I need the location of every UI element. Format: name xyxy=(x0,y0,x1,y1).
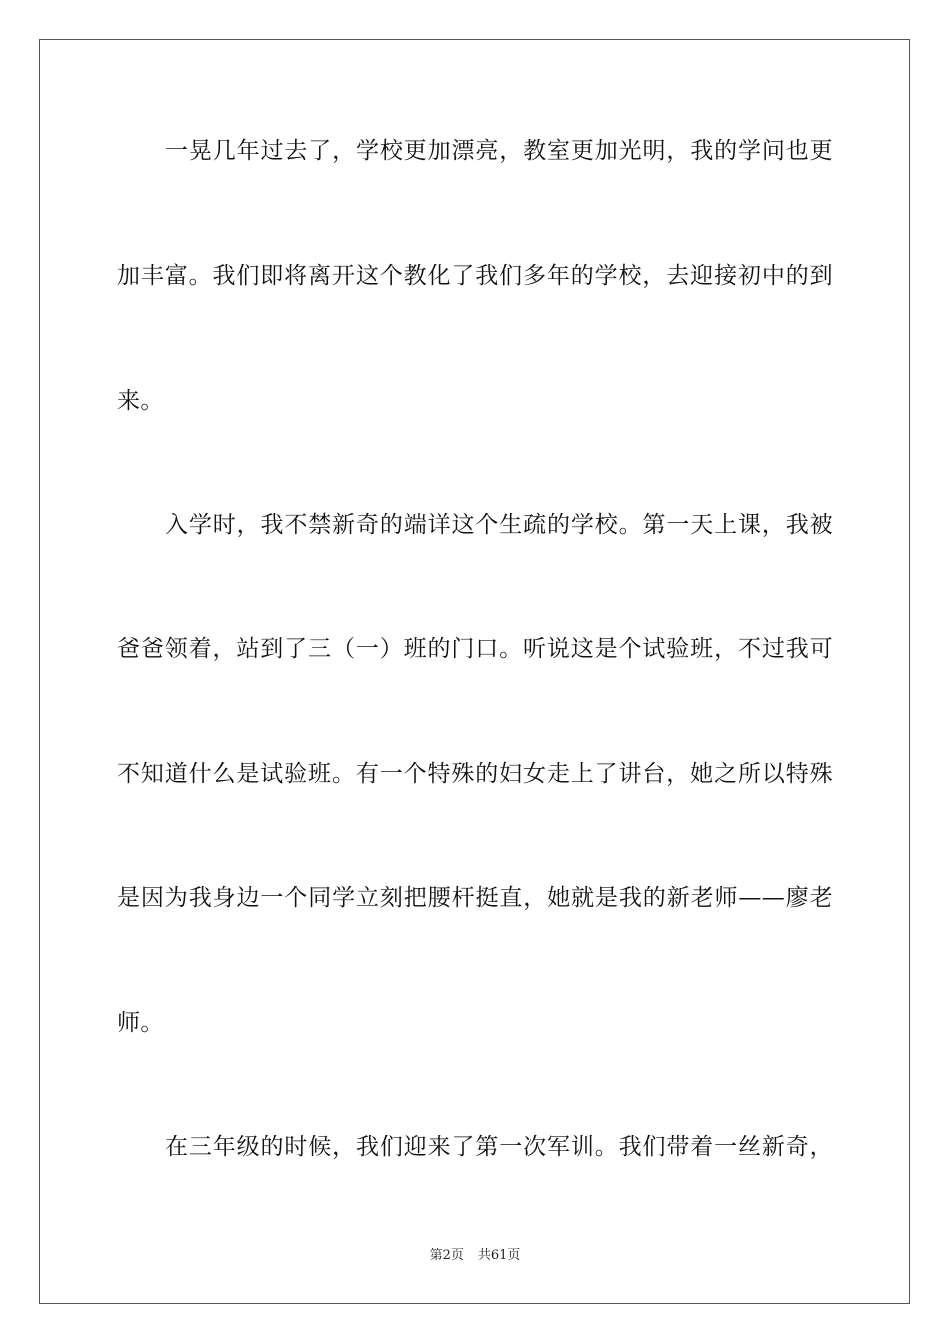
text-line: 来。 xyxy=(117,388,164,414)
text-line: 不知道什么是试验班。有一个特殊的妇女走上了讲台，她之所以特殊 xyxy=(117,761,833,787)
page-number: 第2页 xyxy=(429,1248,464,1263)
page-total: 共61页 xyxy=(477,1248,521,1263)
text-line: 在三年级的时候，我们迎来了第一次军训。我们带着一丝新奇， xyxy=(165,1134,833,1160)
page-footer xyxy=(0,1244,950,1263)
text-line: 爸爸领着，站到了三（一）班的门口。听说这是个试验班，不过我可 xyxy=(117,636,833,662)
page-border xyxy=(39,39,910,1304)
text-line: 入学时，我不禁新奇的端详这个生疏的学校。第一天上课，我被 xyxy=(165,512,833,538)
text-line: 加丰富。我们即将离开这个教化了我们多年的学校，去迎接初中的到 xyxy=(117,263,833,289)
text-line: 一晃几年过去了，学校更加漂亮，教室更加光明，我的学问也更 xyxy=(165,138,833,164)
text-line: 师。 xyxy=(117,1010,164,1036)
text-line: 是因为我身边一个同学立刻把腰杆挺直，她就是我的新老师——廖老 xyxy=(117,885,833,911)
